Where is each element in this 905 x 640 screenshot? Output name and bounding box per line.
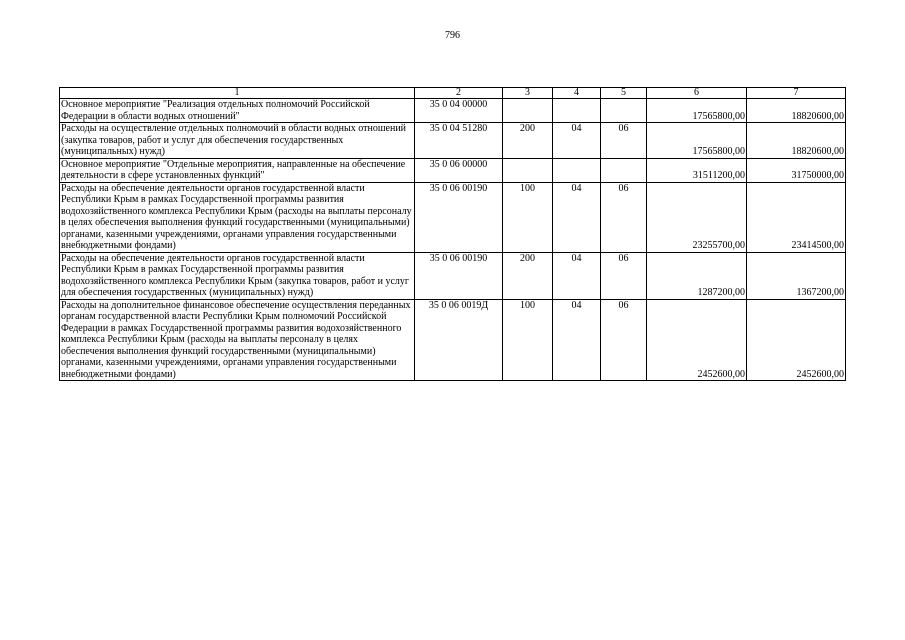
subsection-code: 06	[601, 299, 647, 381]
amount-col6: 23255700,00	[647, 182, 747, 252]
column-number-row	[60, 88, 846, 99]
amount-col7: 18820600,00	[747, 123, 846, 159]
column-header: 3	[503, 88, 553, 99]
expense-name: Основное мероприятие "Отдельные мероприятия, направленные на обеспечение деятельности в сфере установленных функций"	[60, 158, 415, 182]
target-code: 35 0 04 51280	[415, 123, 503, 159]
amount-col7: 2452600,00	[747, 299, 846, 381]
expense-type: 100	[503, 299, 553, 381]
amount-col6: 17565800,00	[647, 123, 747, 159]
table-row	[60, 299, 846, 381]
column-header: 4	[553, 88, 601, 99]
amount-col7: 23414500,00	[747, 182, 846, 252]
amount-col7: 18820600,00	[747, 99, 846, 123]
expense-name: Расходы на дополнительное финансовое обеспечение осуществления переданных органам государственной власти Республики Крым полномочий Российской Федерации в рамках Государственной программы развития водохозяйственного комплекса Республики Крым (расходы на выплаты персоналу в целях обеспечения выполнения функций государственными (муниципальными) органами, казенными учреждениями, органами управления государственными внебюджетными фондами)	[60, 299, 415, 381]
section-code: 04	[553, 252, 601, 299]
target-code: 35 0 06 0019Д	[415, 299, 503, 381]
target-code: 35 0 06 00190	[415, 182, 503, 252]
table-row	[60, 182, 846, 252]
amount-col6: 1287200,00	[647, 252, 747, 299]
amount-col6: 2452600,00	[647, 299, 747, 381]
subsection-code: 06	[601, 182, 647, 252]
budget-table	[59, 87, 846, 381]
expense-type	[503, 158, 553, 182]
amount-col6: 17565800,00	[647, 99, 747, 123]
expense-name: Основное мероприятие "Реализация отдельных полномочий Российской Федерации в области водных отношений"	[60, 99, 415, 123]
expense-type: 200	[503, 252, 553, 299]
amount-col7: 1367200,00	[747, 252, 846, 299]
table-row	[60, 99, 846, 123]
expense-name: Расходы на обеспечение деятельности органов государственной власти Республики Крым в рамках Государственной программы развития водохозяйственного комплекса Республики Крым (расходы на выплаты персоналу в целях обеспечения выполнения функций государственными (муниципальными) органами, казенными учреждениями, органами управления государственными внебюджетными фондами)	[60, 182, 415, 252]
target-code: 35 0 04 00000	[415, 99, 503, 123]
subsection-code: 06	[601, 123, 647, 159]
section-code: 04	[553, 299, 601, 381]
table-header	[60, 88, 846, 99]
column-header: 5	[601, 88, 647, 99]
expense-type: 100	[503, 182, 553, 252]
expense-name: Расходы на осуществление отдельных полномочий в области водных отношений (закупка товаров, работ и услуг для обеспечения государственных (муниципальных) нужд)	[60, 123, 415, 159]
expense-type	[503, 99, 553, 123]
section-code	[553, 99, 601, 123]
column-header: 6	[647, 88, 747, 99]
section-code: 04	[553, 123, 601, 159]
section-code: 04	[553, 182, 601, 252]
amount-col6: 31511200,00	[647, 158, 747, 182]
subsection-code	[601, 158, 647, 182]
section-code	[553, 158, 601, 182]
expense-type: 200	[503, 123, 553, 159]
target-code: 35 0 06 00000	[415, 158, 503, 182]
table-row	[60, 252, 846, 299]
subsection-code: 06	[601, 252, 647, 299]
target-code: 35 0 06 00190	[415, 252, 503, 299]
table-row	[60, 158, 846, 182]
expense-name: Расходы на обеспечение деятельности органов государственной власти Республики Крым в рамках Государственной программы развития водохозяйственного комплекса Республики Крым (закупка товаров, работ и услуг для обеспечения государственных (муниципальных) нужд)	[60, 252, 415, 299]
page-number: 796	[445, 30, 460, 41]
amount-col7: 31750000,00	[747, 158, 846, 182]
table-row	[60, 123, 846, 159]
column-header: 7	[747, 88, 846, 99]
column-header: 2	[415, 88, 503, 99]
subsection-code	[601, 99, 647, 123]
column-header: 1	[60, 88, 415, 99]
